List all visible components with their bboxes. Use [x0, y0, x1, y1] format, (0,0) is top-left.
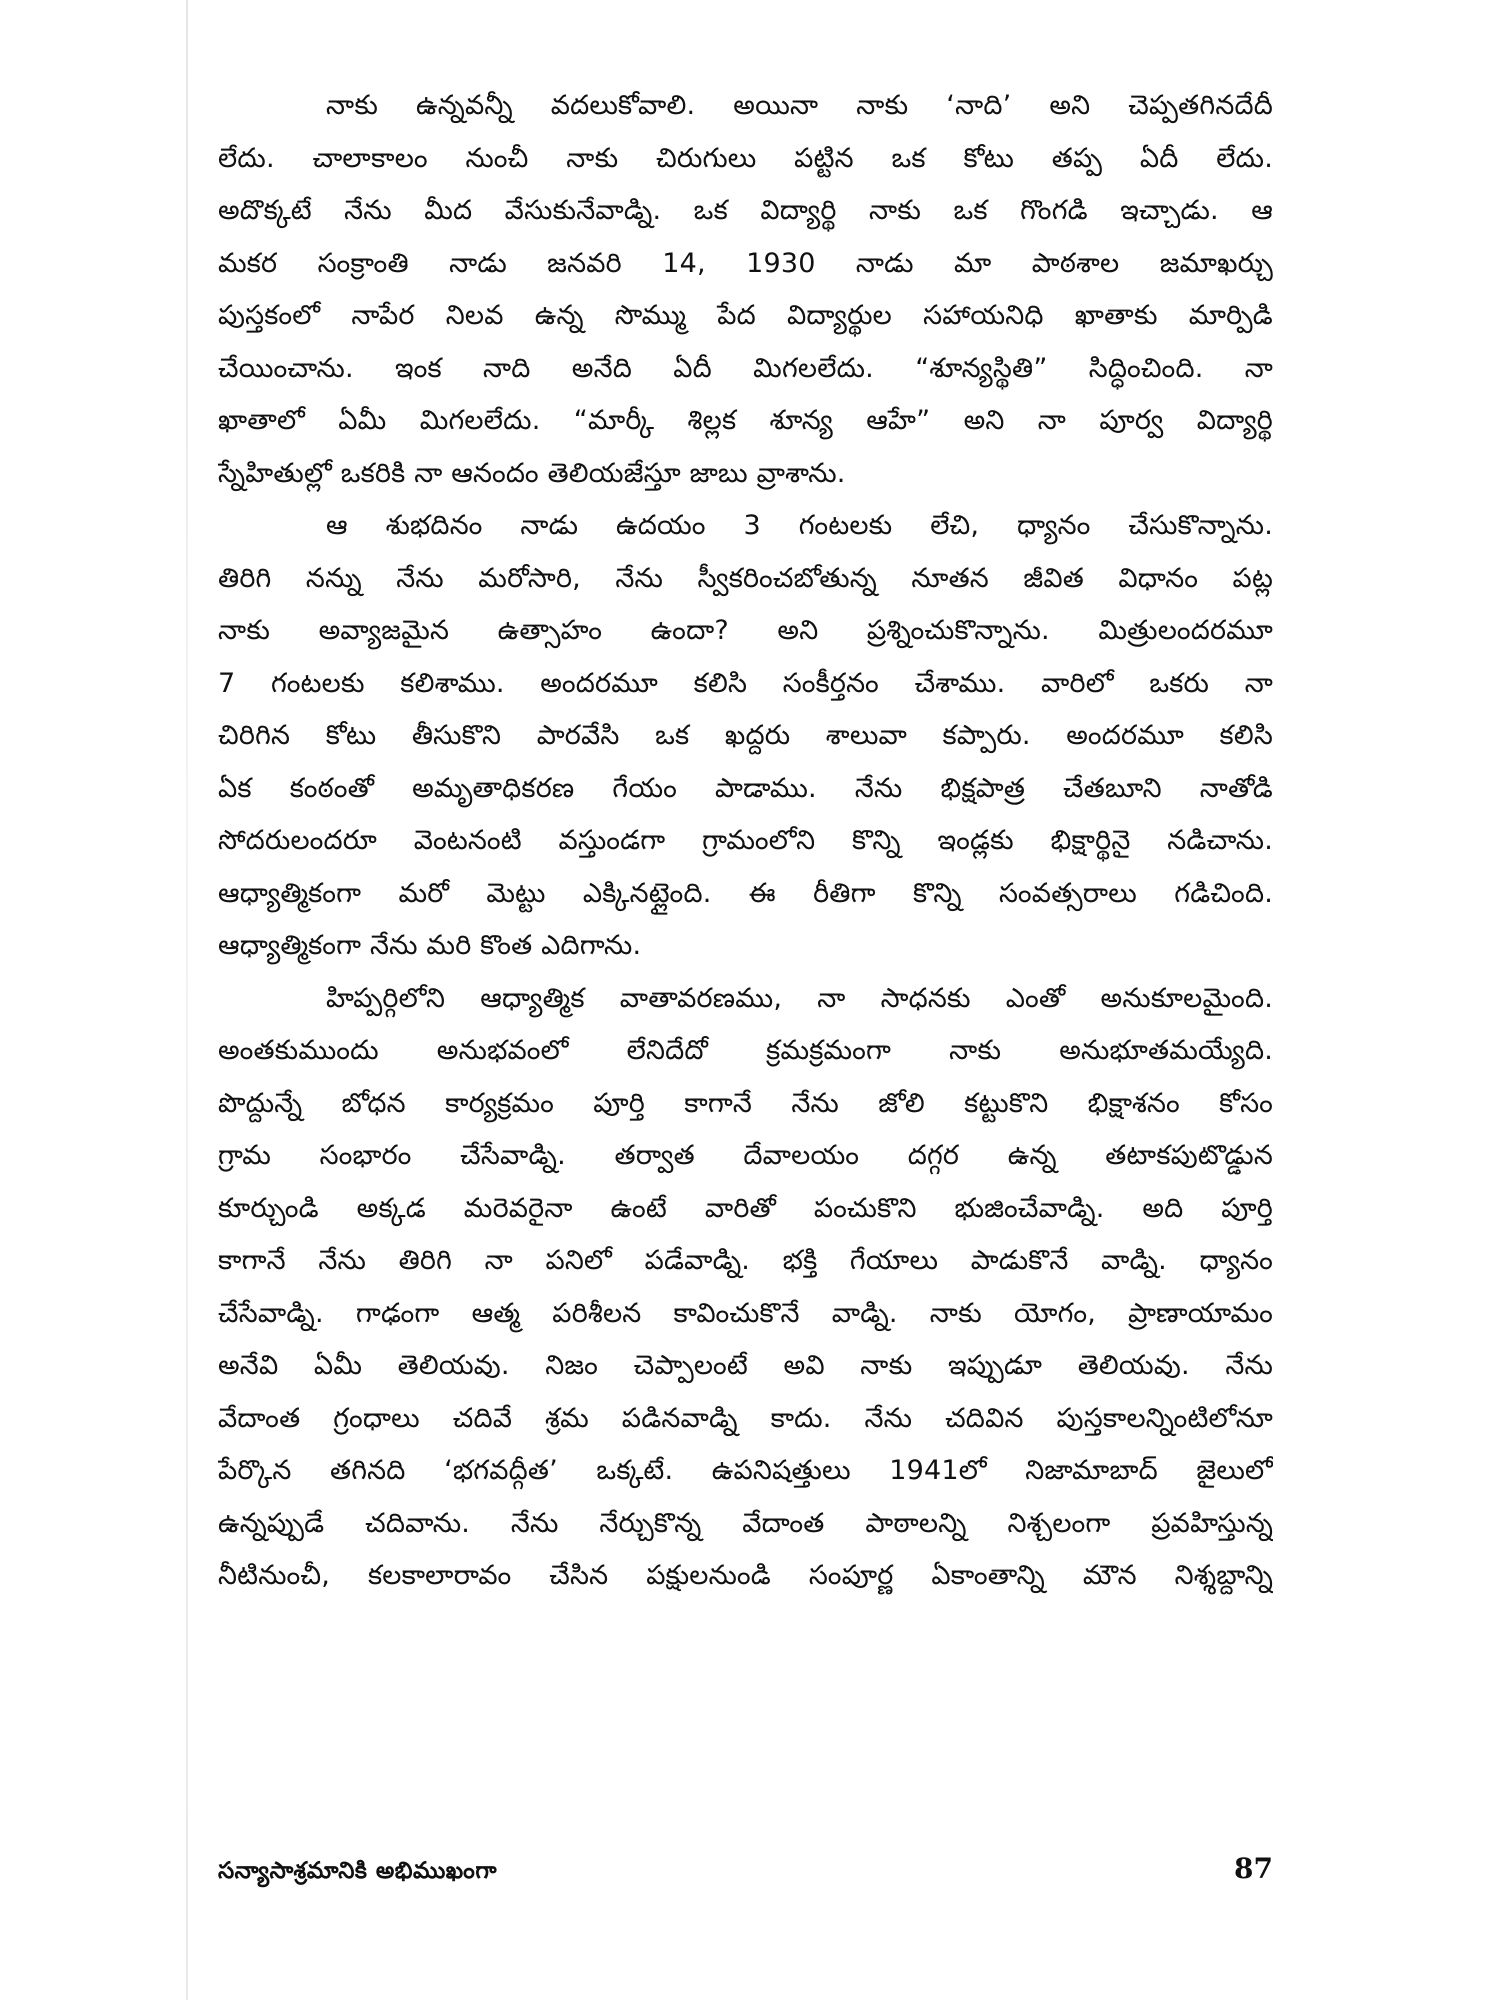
text-line: చేయించాను. ఇంక నాది అనేది ఏదీ మిగలలేదు. “శూన్యస్థితి” సిద్ధించింది. నా [218, 352, 1273, 384]
text-line: 7 గంటలకు కలిశాము. అందరమూ కలిసి సంకీర్తనం చేశాము. వారిలో ఒకరు నా [218, 667, 1273, 699]
text-line: ఏక కంఠంతో అమృతాధికరణ గేయం పాడాము. నేను భిక్షపాత్ర చేతబూని నాతోడి [218, 772, 1273, 804]
text-line: కూర్చుండి అక్కడ మరెవరైనా ఉంటే వారితో పంచుకొని భుజించేవాడ్ని. అది పూర్తి [218, 1192, 1273, 1224]
binding-gutter-line [186, 0, 188, 2000]
paragraph-2 [218, 500, 1273, 973]
text-line: ఆధ్యాత్మికంగా మరో మెట్టు ఎక్కినట్లైంది. ఈ రీతిగా కొన్ని సంవత్సరాలు గడిచింది. [218, 877, 1273, 909]
text-line: పొద్దున్నే బోధన కార్యక్రమం పూర్తి కాగానే నేను జోలి కట్టుకొని భిక్షాశనం కోసం [218, 1087, 1273, 1119]
text-line: అనేవి ఏమీ తెలియవు. నిజం చెప్పాలంటే అవి నాకు ఇప్పుడూ తెలియవు. నేను [218, 1350, 1273, 1381]
text-line: సోదరులందరూ వెంటనంటి వస్తుండగా గ్రామంలోని కొన్ని ఇండ్లకు భిక్షార్థినై నడిచాను. [218, 825, 1273, 856]
text-line: తిరిగి నన్ను నేను మరోసారి, నేను స్వీకరించబోతున్న నూతన జీవిత విధానం పట్ల [218, 562, 1273, 594]
text-line: పేర్కొన తగినది ‘భగవద్గీత’ ఒక్కటే. ఉపనిషత్తులు 1941లో నిజామాబాద్ జైలులో [218, 1455, 1273, 1486]
text-line: నాకు అవ్యాజమైన ఉత్సాహం ఉందా? అని ప్రశ్నించుకొన్నాను. మిత్రులందరమూ [218, 615, 1273, 646]
text-line: ఖాతాలో ఏమీ మిగలలేదు. “మార్కీ శిల్లక శూన్య ఆహే” అని నా పూర్వ విద్యార్థి [218, 405, 1273, 436]
running-head: సన్యాసాశ్రమానికి అభిముఖంగా [218, 1858, 498, 1884]
text-line: స్నేహితుల్లో ఒకరికి నా ఆనందం తెలియజేస్తూ జాబు వ్రాశాను. [218, 457, 846, 489]
text-line: గ్రామ సంభారం చేసేవాడ్ని. తర్వాత దేవాలయం దగ్గర ఉన్న తటాకపుటొడ్డున [218, 1140, 1273, 1171]
text-line: ఉన్నప్పుడే చదివాను. నేను నేర్చుకొన్న వేదాంత పాఠాలన్ని నిశ్చలంగా ప్రవహిస్తున్న [218, 1507, 1273, 1539]
text-line: కాగానే నేను తిరిగి నా పనిలో పడేవాడ్ని. భక్తి గేయాలు పాడుకొనే వాడ్ని. ధ్యానం [218, 1245, 1273, 1276]
text-line: చేసేవాడ్ని. గాఢంగా ఆత్మ పరిశీలన కావించుకొనే వాడ్ని. నాకు యోగం, ప్రాణాయామం [218, 1297, 1273, 1329]
text-line: పుస్తకంలో నాపేర నిలవ ఉన్న సొమ్ము పేద విద్యార్థుల సహాయనిధి ఖాతాకు మార్పిడి [218, 300, 1273, 331]
text-line: చిరిగిన కోటు తీసుకొని పారవేసి ఒక ఖద్దరు శాలువా కప్పారు. అందరమూ కలిసి [218, 720, 1273, 751]
text-line: వేదాంత గ్రంధాలు చదివే శ్రమ పడినవాడ్ని కాదు. నేను చదివిన పుస్తకాలన్నింటిలోనూ [218, 1402, 1273, 1434]
text-line: మకర సంక్రాంతి నాడు జనవరి 14, 1930 నాడు మా పాఠశాల జమాఖర్చు [218, 247, 1273, 279]
text-line: నీటినుంచీ, కలకాలారావం చేసిన పక్షులనుండి సంపూర్ణ ఏకాంతాన్ని మౌన నిశ్శబ్దాన్ని [218, 1560, 1273, 1591]
text-line: అదొక్కటే నేను మీద వేసుకునేవాడ్ని. ఒక విద్యార్థి నాకు ఒక గొంగడి ఇచ్చాడు. ఆ [218, 195, 1273, 226]
page-footer [218, 1852, 1273, 1898]
text-line: ఆ శుభదినం నాడు ఉదయం 3 గంటలకు లేచి, ధ్యానం చేసుకొన్నాను. [326, 510, 1273, 541]
body-text [218, 80, 1273, 1603]
text-line: నాకు ఉన్నవన్నీ వదలుకోవాలి. అయినా నాకు ‘నాది’ అని చెప్పతగినదేదీ [326, 90, 1273, 121]
paragraph-3 [218, 973, 1273, 1603]
text-line: ఆధ్యాత్మికంగా నేను మరి కొంత ఎదిగాను. [218, 930, 642, 961]
paragraph-1 [218, 80, 1273, 500]
page-number: 87 [1234, 1852, 1273, 1885]
text-line: అంతకుముందు అనుభవంలో లేనిదేదో క్రమక్రమంగా నాకు అనుభూతమయ్యేది. [218, 1035, 1273, 1066]
text-line: లేదు. చాలాకాలం నుంచీ నాకు చిరుగులు పట్టిన ఒక కోటు తప్ప ఏదీ లేదు. [218, 142, 1273, 174]
text-line: హిప్పర్గిలోని ఆధ్యాత్మిక వాతావరణము, నా సాధనకు ఎంతో అనుకూలమైంది. [326, 982, 1273, 1014]
